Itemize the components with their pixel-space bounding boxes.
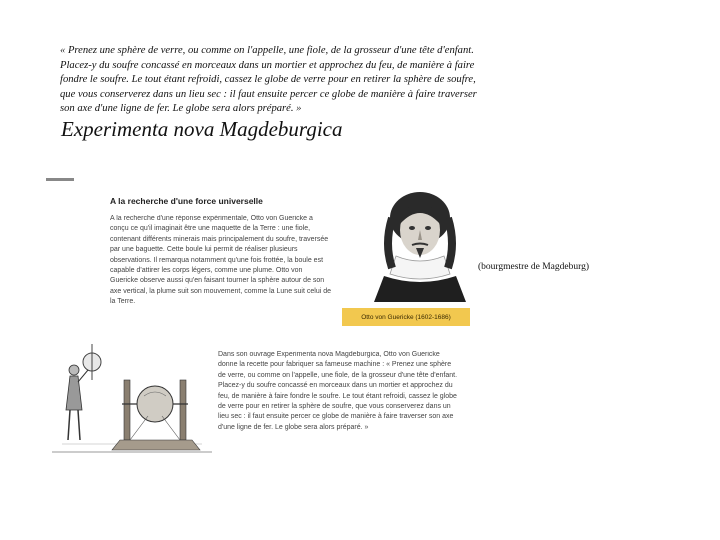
page-title: Experimenta nova Magdeburgica <box>61 117 343 141</box>
portrait-caption: Otto von Guericke (1602-1686) <box>342 308 470 326</box>
portrait-side-caption: (bourgmestre de Magdeburg) <box>478 262 589 272</box>
sulfur-globe-engraving-image <box>52 340 212 458</box>
scan-paragraph-1: A la recherche d'une réponse expérimentale, Otto von Guericke a conçu ce qu'il imaginait être une maquette de la Terre : une fiole, contenant différents minerais mais principalement du soufre, traversée par une baguette. Cette boule lui permit de réaliser plusieurs observations. Il remarqua notamment qu'une fois frottée, la boule est capable d'attirer les corps légers, comme une plume. Otto von Guericke observe aussi qu'en faisant tourner la sphère autour de son axe vertical, la plume suit son mouvement, comme la Lune suit celui de la Terre. <box>110 215 331 306</box>
scan-header-mark <box>46 178 74 181</box>
scan-paragraph-2: Dans son ouvrage Experimenta nova Magdeburgica, Otto von Guericke donne la recette pour fabriquer sa fameuse machine : « Prenez une sphère de verre, ou comme on l'appelle, une fiole, de la grosseur d'une tête d'enfant. Placez-y du soufre concassé en morceaux dans un mortier et approchez du feu, de manière à faire fondre le soufre. Le tout étant refroidi, cassez le globe de verre pour en retirer la sphère de soufre, que vous conserverez dans un lieu sec : il faut ensuite percer ce globe de manière à faire traverser son axe d'une ligne de fer. Le globe sera alors préparé. » <box>218 351 458 431</box>
guericke-portrait-image <box>370 184 470 302</box>
scanned-page-image <box>36 172 476 462</box>
scan-section-heading: A la recherche d'une force universelle <box>110 196 263 206</box>
quote-text: « Prenez une sphère de verre, ou comme on l'appelle, une fiole, de la grosseur d'une tête d'enfant. Placez-y du soufre concassé en morceaux dans un mortier et approchez du feu, de manière à faire fondre le soufre. Le tout étant refroidi, cassez le globe de verre pour en retirer la sphère de soufre, que vous conserverez dans un lieu sec : il faut ensuite percer ce globe de manière à faire traverser son axe d'une ligne de fer. Le globe sera alors préparé. » <box>60 45 477 115</box>
